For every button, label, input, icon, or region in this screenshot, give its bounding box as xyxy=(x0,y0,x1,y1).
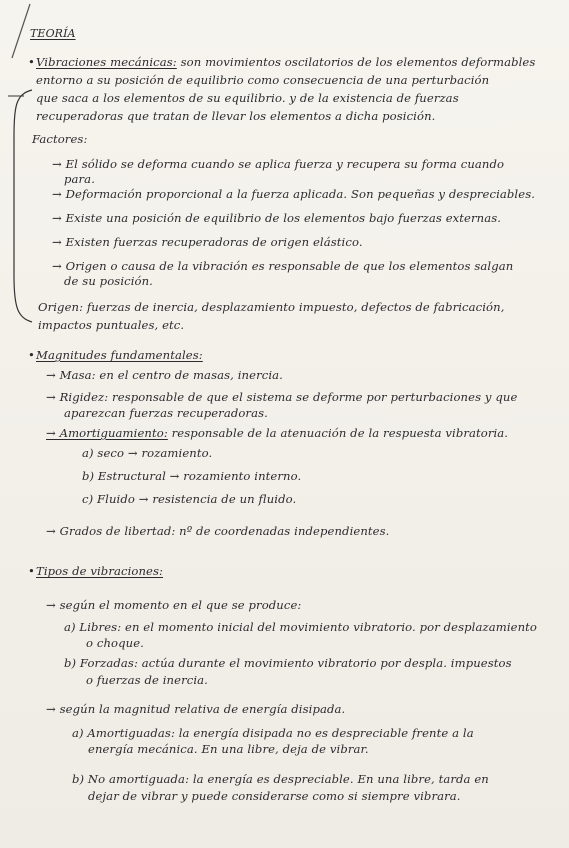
forzadas-line-2: o fuerzas de inercia. xyxy=(86,673,208,687)
factor-2: → Deformación proporcional a la fuerza aplicada. Son pequeñas y despreciables. xyxy=(52,187,536,201)
amortiguamiento-label: → Amortiguamiento: xyxy=(46,426,168,440)
magnitudes-label: Magnitudes fundamentales: xyxy=(36,348,203,362)
page-title: TEORÍA xyxy=(30,27,76,40)
vibraciones-def: son movimientos oscilatorios de los elementos deformables xyxy=(180,55,536,69)
factor-1: → El sólido se deforma cuando se aplica fuerza y recupera su forma cuando xyxy=(52,157,505,171)
amort-item-b: b) Estructural → rozamiento interno. xyxy=(82,469,302,483)
vibraciones-line-2: entorno a su posición de equilibrio como consecuencia de una perturbación xyxy=(36,73,490,87)
origen-line-2: impactos puntuales, etc. xyxy=(38,318,185,332)
amortiguadas-line-1: a) Amortiguadas: la energía disipada no es despreciable frente a la xyxy=(72,726,474,740)
factor-5-cont: de su posición. xyxy=(64,274,153,288)
magnitud-line: → según la magnitud relativa de energía disipada. xyxy=(46,702,346,716)
factor-1-cont: para. xyxy=(64,172,95,186)
noamort-line-1: b) No amortiguada: la energía es despreciable. En una libre, tarda en xyxy=(72,772,489,786)
vibraciones-label: Vibraciones mecánicas: xyxy=(36,55,177,69)
bullet-magnitudes: • xyxy=(28,348,35,362)
rigidez-line-2: aparezcan fuerzas recuperadoras. xyxy=(64,406,268,420)
amort-item-a: a) seco → rozamiento. xyxy=(82,446,213,460)
factor-5: → Origen o causa de la vibración es responsable de que los elementos salgan xyxy=(52,259,514,273)
bullet-tipos: • xyxy=(28,564,35,578)
vibraciones-line-4: recuperadoras que tratan de llevar los elementos a dicha posición. xyxy=(36,109,436,123)
libres-line-1: a) Libres: en el momento inicial del movimiento vibratorio. por desplazamiento xyxy=(64,620,537,634)
vibraciones-line-3: que saca a los elementos de su equilibrio. y de la existencia de fuerzas xyxy=(36,91,459,105)
noamort-line-2: dejar de vibrar y puede considerarse como si siempre vibrara. xyxy=(88,789,461,803)
factor-3: → Existe una posición de equilibrio de los elementos bajo fuerzas externas. xyxy=(52,211,502,225)
amortiguamiento-def: responsable de la atenuación de la respuesta vibratoria. xyxy=(171,426,509,440)
libres-line-2: o choque. xyxy=(86,636,144,650)
tipos-label: Tipos de vibraciones: xyxy=(36,564,164,578)
bullet-vibraciones: • xyxy=(28,55,35,69)
amortiguadas-line-2: energía mecánica. En una libre, deja de vibrar. xyxy=(88,742,369,756)
forzadas-line-1: b) Forzadas: actúa durante el movimiento vibratorio por despla. impuestos xyxy=(64,656,512,670)
factor-4: → Existen fuerzas recuperadoras de origen elástico. xyxy=(52,235,363,249)
amort-item-c: c) Fluido → resistencia de un fluido. xyxy=(82,492,297,506)
factores-label: Factores: xyxy=(32,132,88,146)
vibraciones-line-1 xyxy=(36,55,535,69)
left-brace xyxy=(6,86,36,326)
grados-line: → Grados de libertad: nº de coordenadas independientes. xyxy=(46,524,390,538)
origen-line-1: Origen: fuerzas de inercia, desplazamiento impuesto, defectos de fabricación, xyxy=(38,300,505,314)
amortiguamiento-line xyxy=(46,426,508,440)
momento-line: → según el momento en el que se produce: xyxy=(46,598,302,612)
rigidez-line-1: → Rigidez: responsable de que el sistema se deforme por perturbaciones y que xyxy=(46,390,518,404)
masa-line: → Masa: en el centro de masas, inercia. xyxy=(46,368,283,382)
